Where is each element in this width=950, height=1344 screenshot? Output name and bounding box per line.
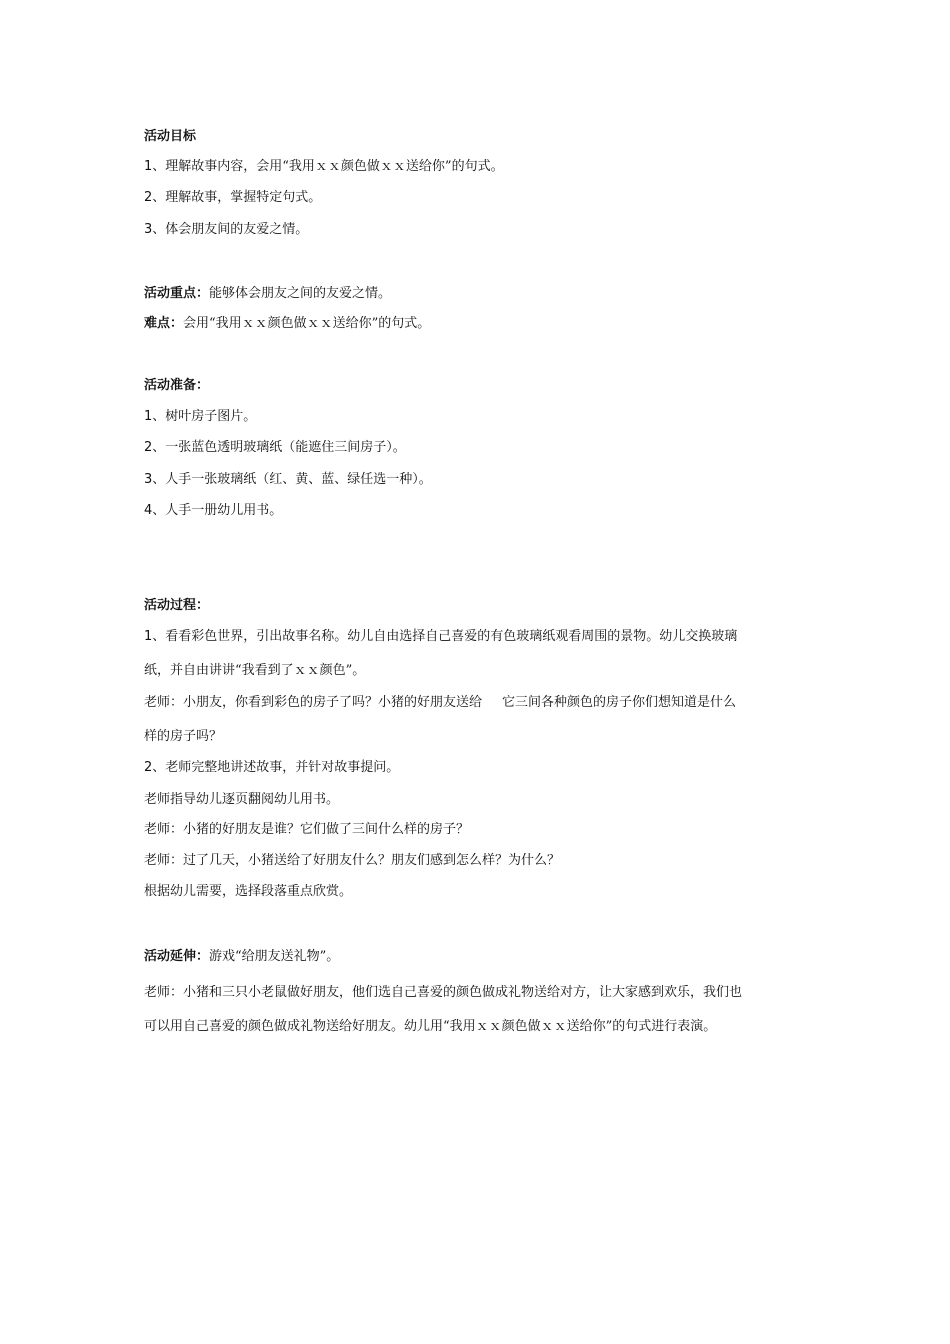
step-number: 1 [144,629,153,644]
teacher-question-part: 老师：小朋友，你看到彩色的房子了吗？小猪的好朋友送给 [144,695,483,710]
prep-item [144,439,814,457]
prep-text: 、一张蓝色透明玻璃纸（能遮住三间房子）。 [152,440,406,455]
goal-number: 3 [144,222,153,237]
goal-item [144,158,814,176]
goal-text: 、体会朋友间的友爱之情。 [152,222,309,237]
difficulty-label: 难点： [144,316,184,331]
goal-item [144,221,814,239]
prep-text: 、人手一张玻璃纸（红、黄、蓝、绿任选一种）。 [152,472,432,487]
process-step-1 [144,628,814,646]
prep-number: 3 [144,472,153,487]
goal-item [144,189,814,207]
extension-line [144,948,814,966]
prep-number: 4 [144,503,153,518]
step-text: 、看看彩色世界，引出故事名称。幼儿自由选择自己喜爱的有色玻璃纸观看周围的景物。幼儿交换玻璃 [152,629,738,644]
extension-label: 活动延伸： [144,949,210,964]
process-step-2 [144,759,814,777]
difficulty-line [144,315,814,333]
extension-detail-continued: 可以用自己喜爱的颜色做成礼物送给好朋友。幼儿用“我用ｘｘ颜色做ｘｘ送给你”的句式进行表演。 [144,1019,717,1034]
difficulty-text: 会用“我用ｘｘ颜色做ｘｘ送给你”的句式。 [183,316,431,331]
extension-text: 游戏“给朋友送礼物”。 [209,949,340,964]
goal-text: 、理解故事内容，会用“我用ｘｘ颜色做ｘｘ送给你”的句式。 [152,159,504,174]
teacher-question-part: 它三间各种颜色的房子你们想知道是什么 [502,695,737,710]
step-text: 、老师完整地讲述故事，并针对故事提问。 [152,760,400,775]
prep-text: 、人手一册幼儿用书。 [152,503,283,518]
prep-text: 、树叶房子图片。 [152,409,257,424]
needs-line: 根据幼儿需要，选择段落重点欣赏。 [144,884,353,899]
process-step-1-continued: 纸，并自由讲讲“我看到了ｘｘ颜色”。 [144,663,366,678]
goals-heading: 活动目标 [144,129,197,144]
goal-number: 1 [144,159,153,174]
focus-line [144,285,814,303]
teacher-guide-line: 老师指导幼儿逐页翻阅幼儿用书。 [144,792,340,807]
teacher-question-2: 老师：小猪的好朋友是谁？它们做了三间什么样的房子？ [144,822,470,837]
prep-item [144,408,814,426]
teacher-question-3: 老师：过了几天，小猪送给了好朋友什么？朋友们感到怎么样？为什么？ [144,853,561,868]
goal-text: 、理解故事，掌握特定句式。 [152,190,322,205]
focus-label: 活动重点： [144,286,210,301]
prep-item [144,502,814,520]
prep-number: 1 [144,409,153,424]
prep-heading: 活动准备： [144,378,210,393]
prep-number: 2 [144,440,153,455]
prep-item [144,471,814,489]
teacher-question-1-continued: 样的房子吗？ [144,729,223,744]
teacher-question-1 [144,694,814,712]
focus-text: 能够体会朋友之间的友爱之情。 [209,286,392,301]
extension-detail: 老师：小猪和三只小老鼠做好朋友，他们选自己喜爱的颜色做成礼物送给对方，让大家感到欢乐，我们也 [144,985,743,1000]
step-number: 2 [144,760,153,775]
goal-number: 2 [144,190,153,205]
process-heading: 活动过程： [144,598,210,613]
